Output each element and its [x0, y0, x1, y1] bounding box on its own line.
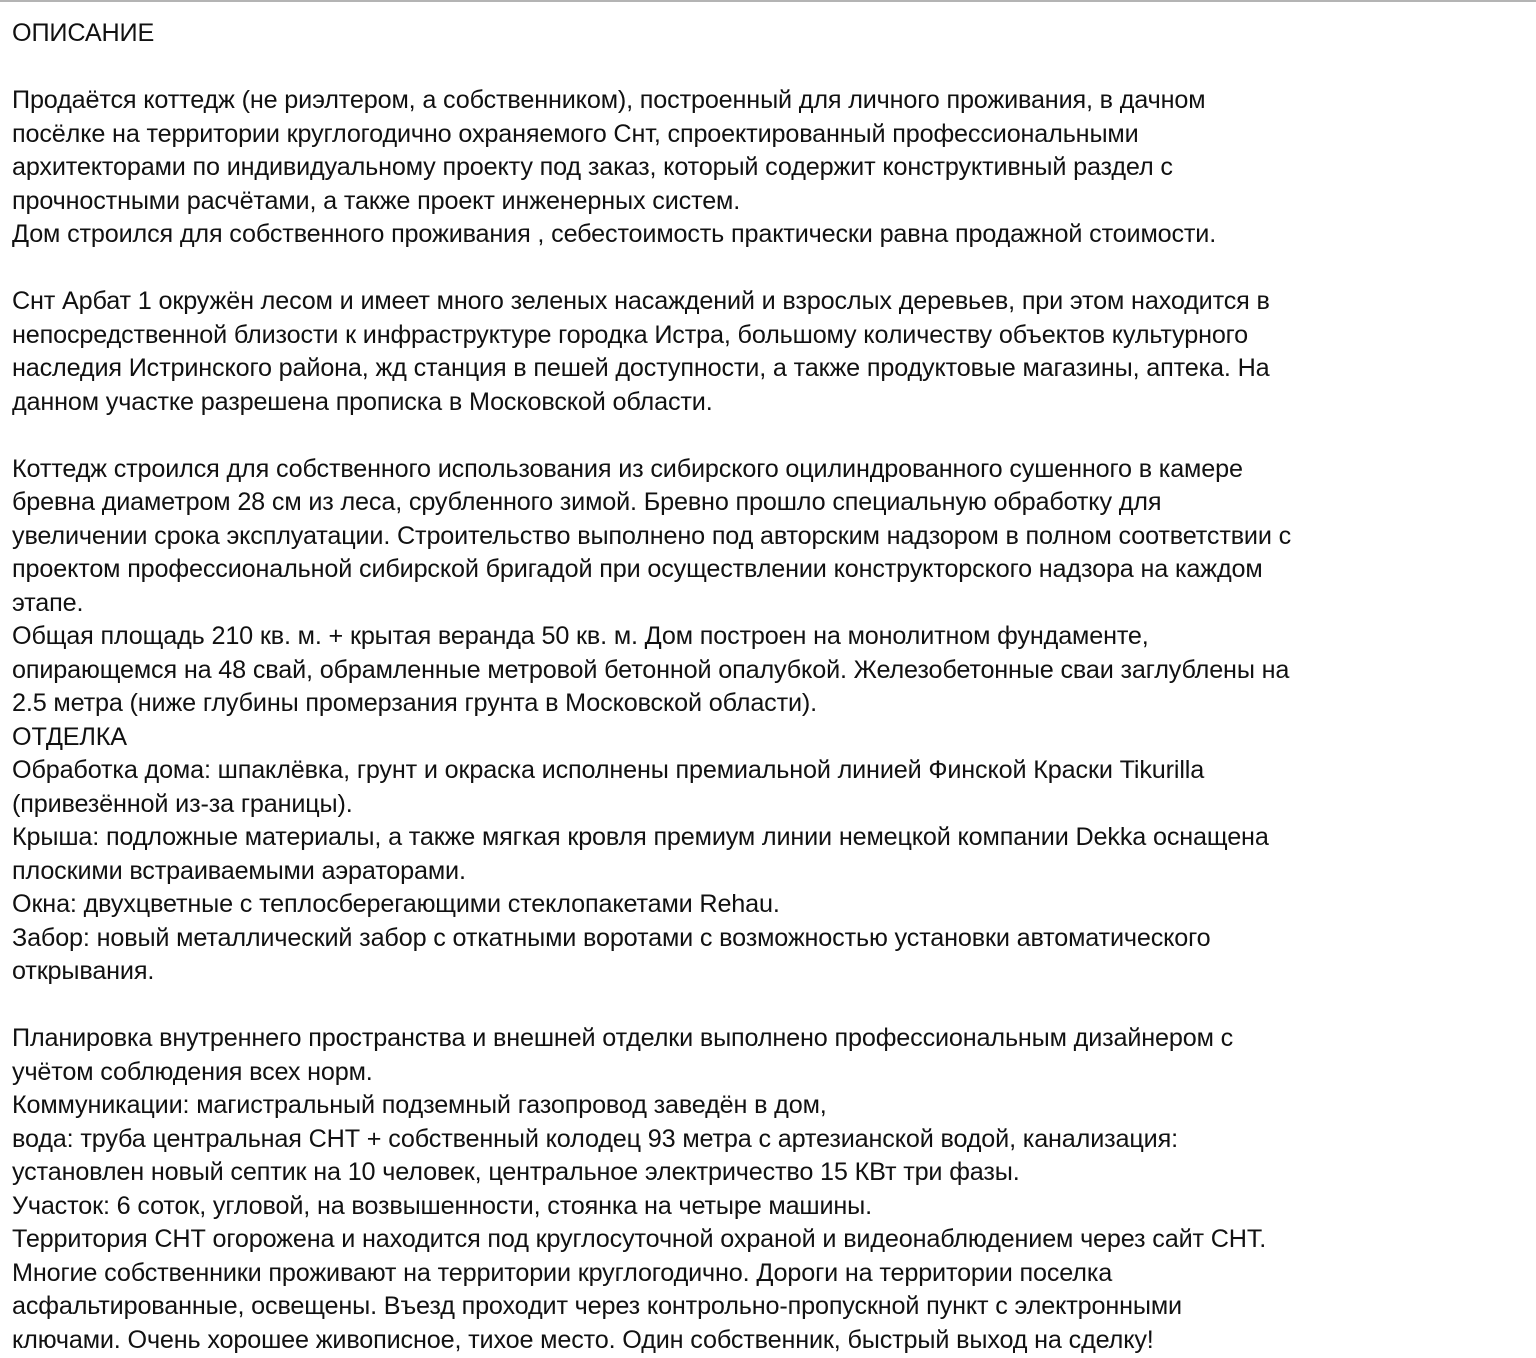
text-line: Продаётся коттедж (не риэлтером, а собственником), построенный для личного проживания, в дачном	[12, 86, 1206, 114]
text-line: (привезённой из-за границы).	[12, 789, 353, 818]
text-line: бревна диаметром 28 см из леса, срубленного зимой. Бревно прошло специальную обработку для	[12, 488, 1162, 516]
text-line: Обработка дома: шпаклёвка, грунт и окраска исполнены премиальной линией Финской Краски Tikurilla	[12, 756, 1205, 784]
text-line: наследия Истринского района, жд станция в пешей доступности, а также продуктовые магазины, аптека. На	[12, 354, 1270, 382]
text-line: Коммуникации: магистральный подземный газопровод заведён в дом,	[12, 1091, 827, 1119]
text-line: Дом строился для собственного проживания , себестоимость практически равна продажной стоимости.	[12, 220, 1217, 248]
text-line: асфальтированные, освещены. Въезд проходит через контрольно-пропускной пункт с электронными	[12, 1292, 1182, 1320]
text-line: вода: труба центральная СНТ + собственный колодец 93 метра с артезианской водой, канализация:	[12, 1124, 1178, 1153]
text-line: Крыша: подложные материалы, а также мягкая кровля премиум линии немецкой компании Dekka оснащена	[12, 823, 1269, 851]
paragraph-layout-utilities	[12, 1022, 1532, 1357]
text-line: Коттедж строился для собственного использования из сибирского оцилиндрованного сушенного в камере	[12, 454, 1243, 483]
text-line: опирающемся на 48 свай, обрамленные метровой бетонной опалубкой. Железобетонные сваи заглублены на	[12, 655, 1290, 684]
text-line: Планировка внутреннего пространства и внешней отделки выполнено профессиональным дизайнером с	[12, 1024, 1234, 1052]
top-divider	[0, 0, 1536, 2]
text-line: ключами. Очень хорошее живописное, тихое место. Один собственник, быстрый выход на сделку!	[12, 1325, 1154, 1354]
text-line: проектом профессиональной сибирской бригадой при осуществлении конструкторского надзора на каждом	[12, 555, 1263, 583]
blank-line	[12, 419, 1532, 453]
text-line: этапе.	[12, 588, 84, 617]
text-line: Снт Арбат 1 окружён лесом и имеет много зеленых насаждений и взрослых деревьев, при этом находится в	[12, 287, 1270, 315]
finishing-heading: ОТДЕЛКА	[12, 722, 127, 751]
blank-line	[12, 989, 1532, 1023]
listing-description	[12, 17, 1532, 1357]
text-line: плоскими встраиваемыми аэраторами.	[12, 856, 466, 885]
paragraph-construction	[12, 453, 1532, 989]
text-line: непосредственной близости к инфраструктуре городка Истра, большому количеству объектов культурного	[12, 320, 1249, 349]
blank-line	[12, 252, 1532, 286]
text-line: Многие собственники проживают на территории круглогодично. Дороги на территории поселка	[12, 1258, 1113, 1287]
text-line: учётом соблюдения всех норм.	[12, 1057, 373, 1086]
text-line: Забор: новый металлический забор с откатными воротами с возможностью установки автоматического	[12, 923, 1211, 952]
text-line: Участок: 6 соток, угловой, на возвышенности, стоянка на четыре машины.	[12, 1191, 872, 1220]
paragraph-location	[12, 285, 1532, 419]
text-line: Окна: двухцветные с теплосберегающими стеклопакетами Rehau.	[12, 890, 780, 918]
section-heading: ОПИСАНИЕ	[12, 19, 155, 47]
paragraph-intro	[12, 84, 1532, 252]
text-line: открывания.	[12, 957, 155, 985]
text-line: Территория СНТ огорожена и находится под круглосуточной охраной и видеонаблюдением через сайт СНТ.	[12, 1225, 1267, 1253]
text-line: Общая площадь 210 кв. м. + крытая веранда 50 кв. м. Дом построен на монолитном фундаменте,	[12, 622, 1149, 650]
text-line: 2.5 метра (ниже глубины промерзания грунта в Московской области).	[12, 689, 818, 717]
text-line: прочностными расчётами, а также проект инженерных систем.	[12, 186, 741, 215]
blank-line	[12, 51, 1532, 85]
text-line: данном участке разрешена прописка в Московской области.	[12, 387, 713, 416]
text-line: установлен новый септик на 10 человек, центральное электричество 15 КВт три фазы.	[12, 1158, 1020, 1186]
text-line: архитекторами по индивидуальному проекту под заказ, который содержит конструктивный раздел с	[12, 153, 1173, 181]
text-line: посёлке на территории круглогодично охраняемого Снт, спроектированный профессиональными	[12, 119, 1139, 148]
text-line: увеличении срока эксплуатации. Строительство выполнено под авторским надзором в полном соответствии с	[12, 521, 1292, 550]
